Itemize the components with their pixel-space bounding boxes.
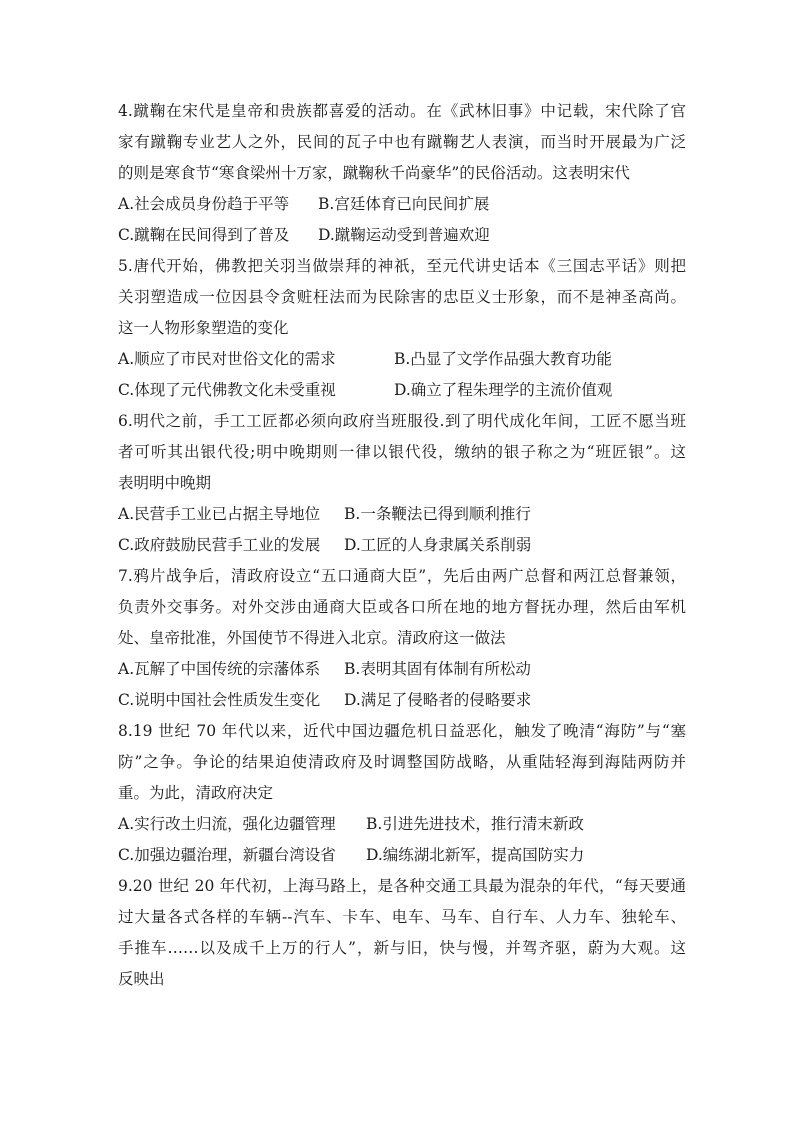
option-a[interactable]: A.顺应了市民对世俗文化的需求 xyxy=(118,350,336,368)
option-row xyxy=(118,654,686,685)
option-d[interactable]: D.满足了侵略者的侵略要求 xyxy=(344,691,532,709)
option-d[interactable]: D.确立了程朱理学的主流价值观 xyxy=(394,381,613,399)
option-a[interactable]: A.社会成员身份趋于平等 xyxy=(118,195,290,213)
question-5 xyxy=(118,251,686,406)
option-row xyxy=(118,840,686,871)
question-stem-line: 防”之争。争论的结果迫使清政府及时调整国防战略，从重陆轻海到海陆两防并 xyxy=(118,753,686,771)
question-stem-line: 过大量各式各样的车辆--汽车、卡车、电车、马车、自行车、人力车、独轮车、 xyxy=(118,908,686,926)
option-b[interactable]: B.凸显了文学作品强大教育功能 xyxy=(394,350,612,368)
option-a[interactable]: A.民营手工业已占据主导地位 xyxy=(118,505,321,523)
option-c[interactable]: C.加强边疆治理，新疆台湾设省 xyxy=(118,846,336,864)
option-row xyxy=(118,809,686,840)
question-stem-line: 4.蹴鞠在宋代是皇帝和贵族都喜爱的活动。在《武林旧事》中记载，宋代除了官 xyxy=(118,102,686,120)
option-c[interactable]: C.说明中国社会性质发生变化 xyxy=(118,691,321,709)
option-b[interactable]: B.表明其固有体制有所松动 xyxy=(344,660,531,678)
question-stem-line: 8.19 世纪 70 年代以来，近代中国边疆危机日益恶化，触发了晚清“海防”与“塞 xyxy=(118,722,686,740)
option-c[interactable]: C.蹴鞠在民间得到了普及 xyxy=(118,226,290,244)
option-row xyxy=(118,499,686,530)
option-b[interactable]: B.宫廷体育已向民间扩展 xyxy=(318,195,490,213)
option-c[interactable]: C.体现了元代佛教文化未受重视 xyxy=(118,381,336,399)
option-a[interactable]: A.实行改土归流，强化边疆管理 xyxy=(118,815,336,833)
option-a[interactable]: A.瓦解了中国传统的宗藩体系 xyxy=(118,660,321,678)
question-stem-line: 者可听其出银代役;明中晚期则一律以银代役，缴纳的银子称之为“班匠银”。这 xyxy=(118,443,686,461)
question-stem-line: 家有蹴鞠专业艺人之外，民间的瓦子中也有蹴鞠艺人表演，而当时开展最为广泛 xyxy=(118,133,686,151)
option-row xyxy=(118,530,686,561)
question-stem-line: 表明明中晚期 xyxy=(118,474,212,492)
question-stem-line: 处、皇帝批准，外国使节不得进入北京。清政府这一做法 xyxy=(118,629,506,647)
question-7 xyxy=(118,561,686,716)
option-c[interactable]: C.政府鼓励民营手工业的发展 xyxy=(118,536,321,554)
question-6 xyxy=(118,406,686,561)
option-row xyxy=(118,344,686,375)
question-9 xyxy=(118,871,686,995)
question-stem-line: 7.鸦片战争后，清政府设立“五口通商大臣”，先后由两广总督和两江总督兼领， xyxy=(118,567,686,585)
option-row xyxy=(118,220,686,251)
question-stem-line: 关羽塑造成一位因县令贪赃枉法而为民除害的忠臣义士形象，而不是神圣高尚。 xyxy=(118,288,686,306)
question-stem-line: 手推车……以及成千上万的行人”，新与旧，快与慢，并驾齐驱，蔚为大观。这 xyxy=(118,939,686,957)
question-stem-line: 5.唐代开始，佛教把关羽当做崇拜的神祇，至元代讲史话本《三国志平话》则把 xyxy=(118,257,686,275)
question-stem-line: 重。为此，清政府决定 xyxy=(118,784,274,802)
exam-page xyxy=(118,96,686,995)
question-8 xyxy=(118,716,686,871)
option-d[interactable]: D.编练湖北新军，提高国防实力 xyxy=(366,846,585,864)
question-4 xyxy=(118,96,686,251)
question-stem-line: 的则是寒食节“寒食梁州十万家，蹴鞠秋千尚豪华”的民俗活动。这表明宋代 xyxy=(118,164,630,182)
question-stem-line: 9.20 世纪 20 年代初，上海马路上，是各种交通工具最为混杂的年代，“每天要通 xyxy=(118,877,686,895)
option-b[interactable]: B.引进先进技术，推行清末新政 xyxy=(366,815,584,833)
question-stem-line: 6.明代之前，手工工匠都必须向政府当班服役.到了明代成化年间，工匠不愿当班 xyxy=(118,412,686,430)
question-stem-line: 负责外交事务。对外交涉由通商大臣或各口所在地的地方督抚办理，然后由军机 xyxy=(118,598,686,616)
option-row xyxy=(118,685,686,716)
question-stem-line: 反映出 xyxy=(118,970,165,988)
option-b[interactable]: B.一条鞭法已得到顺利推行 xyxy=(344,505,531,523)
option-d[interactable]: D.工匠的人身隶属关系削弱 xyxy=(344,536,532,554)
question-stem-line: 这一人物形象塑造的变化 xyxy=(118,319,289,337)
option-row xyxy=(118,375,686,406)
option-d[interactable]: D.蹴鞠运动受到普遍欢迎 xyxy=(318,226,490,244)
option-row xyxy=(118,189,686,220)
